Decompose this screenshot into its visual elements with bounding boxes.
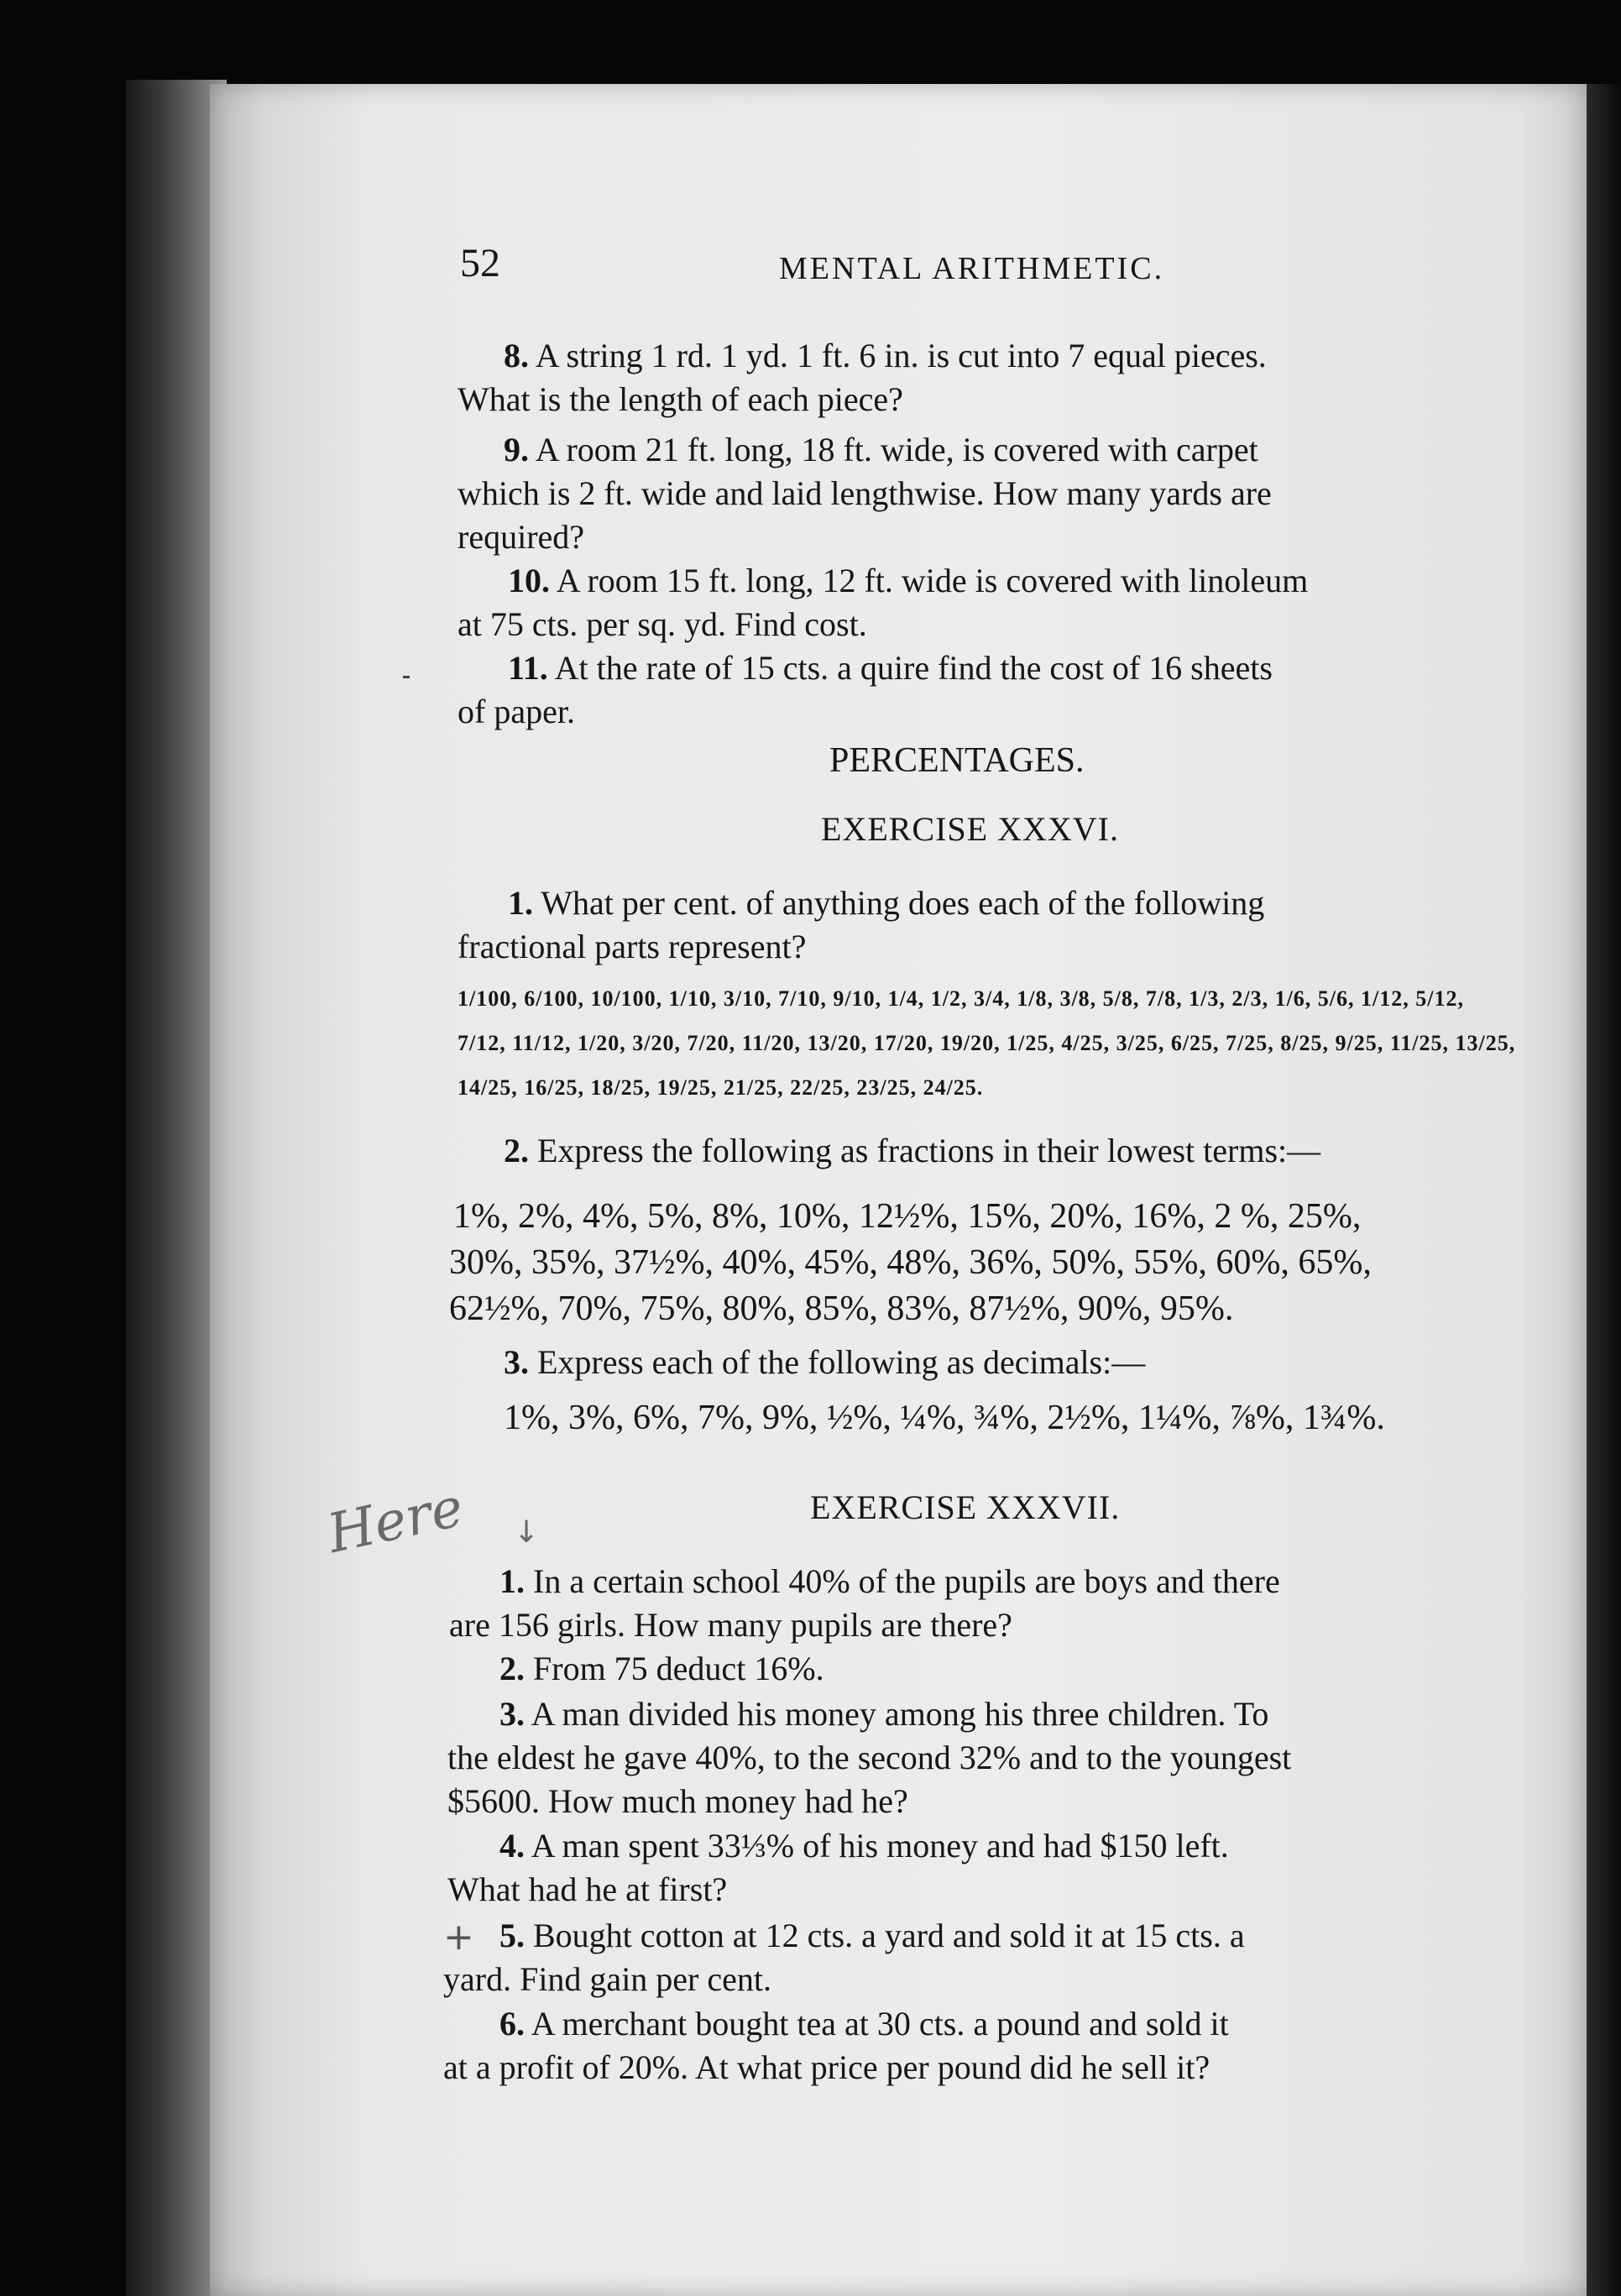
ex37-problem-3-line-1: 3. A man divided his money among his three children. To: [499, 1695, 1269, 1733]
problem-8-line-2: What is the length of each piece?: [458, 380, 903, 418]
ex36-q1-line-1: 1. What per cent. of anything does each of the following: [508, 884, 1265, 922]
problem-9-line-2: which is 2 ft. wide and laid lengthwise. How many yards are: [458, 474, 1272, 512]
ex37-problem-3-line-2: the eldest he gave 40%, to the second 32% and to the youngest: [447, 1739, 1292, 1776]
exercise-36-title: EXERCISE XXXVI.: [821, 810, 1119, 848]
ex37-problem-5-line-1: 5. Bought cotton at 12 cts. a yard and sold it at 15 cts. a: [499, 1917, 1245, 1954]
problem-9-line-1: 9. A room 21 ft. long, 18 ft. wide, is covered with carpet: [504, 431, 1258, 468]
stray-mark: [403, 676, 410, 678]
handwritten-note: Here: [322, 1476, 469, 1566]
ex37-problem-5-line-2: yard. Find gain per cent.: [443, 1960, 771, 1998]
page-right-edge: [1587, 84, 1621, 2296]
fraction-row-2: 7/12, 11/12, 1/20, 3/20, 7/20, 11/20, 13/20, 17/20, 19/20, 1/25, 4/25, 3/25, 6/25, 7/25, 8/25, 9/25, 11/25, 13/25,: [458, 1031, 1516, 1055]
ex36-q3-line: 3. Express each of the following as decimals:—: [504, 1343, 1146, 1381]
ex37-problem-4-line-1: 4. A man spent 33⅓% of his money and had $150 left.: [499, 1827, 1229, 1865]
exercise-37-title: EXERCISE XXXVII.: [810, 1488, 1121, 1526]
ex36-q2-line: 2. Express the following as fractions in their lowest terms:—: [504, 1132, 1321, 1169]
pencil-arrow-mark: ↓: [514, 1515, 540, 1550]
ex36-q2-row-2: 30%, 35%, 37½%, 40%, 45%, 48%, 36%, 50%, 55%, 60%, 65%,: [449, 1243, 1372, 1282]
fraction-row-3: 14/25, 16/25, 18/25, 19/25, 21/25, 22/25, 23/25, 24/25.: [458, 1075, 984, 1100]
ex36-q3-row: 1%, 3%, 6%, 7%, 9%, ½%, ¼%, ¾%, 2½%, 1¼%, ⅞%, 1¾%.: [504, 1399, 1385, 1437]
ex37-problem-4-line-2: What had he at first?: [447, 1870, 728, 1908]
ex37-problem-3-line-3: $5600. How much money had he?: [447, 1782, 908, 1820]
ex37-problem-6-line-2: at a profit of 20%. At what price per pound did he sell it?: [443, 2048, 1211, 2086]
problem-8-line-1: 8. A string 1 rd. 1 yd. 1 ft. 6 in. is cut into 7 equal pieces.: [504, 337, 1267, 374]
problem-10-line-2: at 75 cts. per sq. yd. Find cost.: [458, 605, 867, 643]
problem-11-line-2: of paper.: [458, 693, 575, 730]
fraction-row-1: 1/100, 6/100, 10/100, 1/10, 3/10, 7/10, 9/10, 1/4, 1/2, 3/4, 1/8, 3/8, 5/8, 7/8, 1/3, 2/3, 1/6, 5/6, 1/12, 5/12,: [458, 986, 1464, 1011]
ex36-q1-line-2: fractional parts represent?: [458, 928, 807, 965]
ex36-q2-row-1: 1%, 2%, 4%, 5%, 8%, 10%, 12½%, 15%, 20%, 16%, 2 %, 25%,: [453, 1197, 1362, 1236]
ex37-problem-1-line-2: are 156 girls. How many pupils are there?: [449, 1606, 1012, 1644]
problem-11-line-1: 11. At the rate of 15 cts. a quire find the cost of 16 sheets: [508, 649, 1273, 687]
problem-10-line-1: 10. A room 15 ft. long, 12 ft. wide is covered with linoleum: [508, 562, 1309, 599]
ex37-problem-6-line-1: 6. A merchant bought tea at 30 cts. a pound and sold it: [499, 2005, 1229, 2042]
page-number: 52: [460, 241, 500, 285]
ex37-problem-2-line-1: 2. From 75 deduct 16%.: [499, 1650, 824, 1687]
ex37-problem-1-line-1: 1. In a certain school 40% of the pupils are boys and there: [499, 1562, 1280, 1600]
ex36-q2-row-3: 62½%, 70%, 75%, 80%, 85%, 83%, 87½%, 90%, 95%.: [449, 1289, 1234, 1328]
pencil-cross-mark: +: [443, 1916, 474, 1959]
running-title: MENTAL ARITHMETIC.: [779, 251, 1165, 286]
section-heading: PERCENTAGES.: [829, 741, 1085, 780]
problem-9-line-3: required?: [458, 518, 585, 556]
